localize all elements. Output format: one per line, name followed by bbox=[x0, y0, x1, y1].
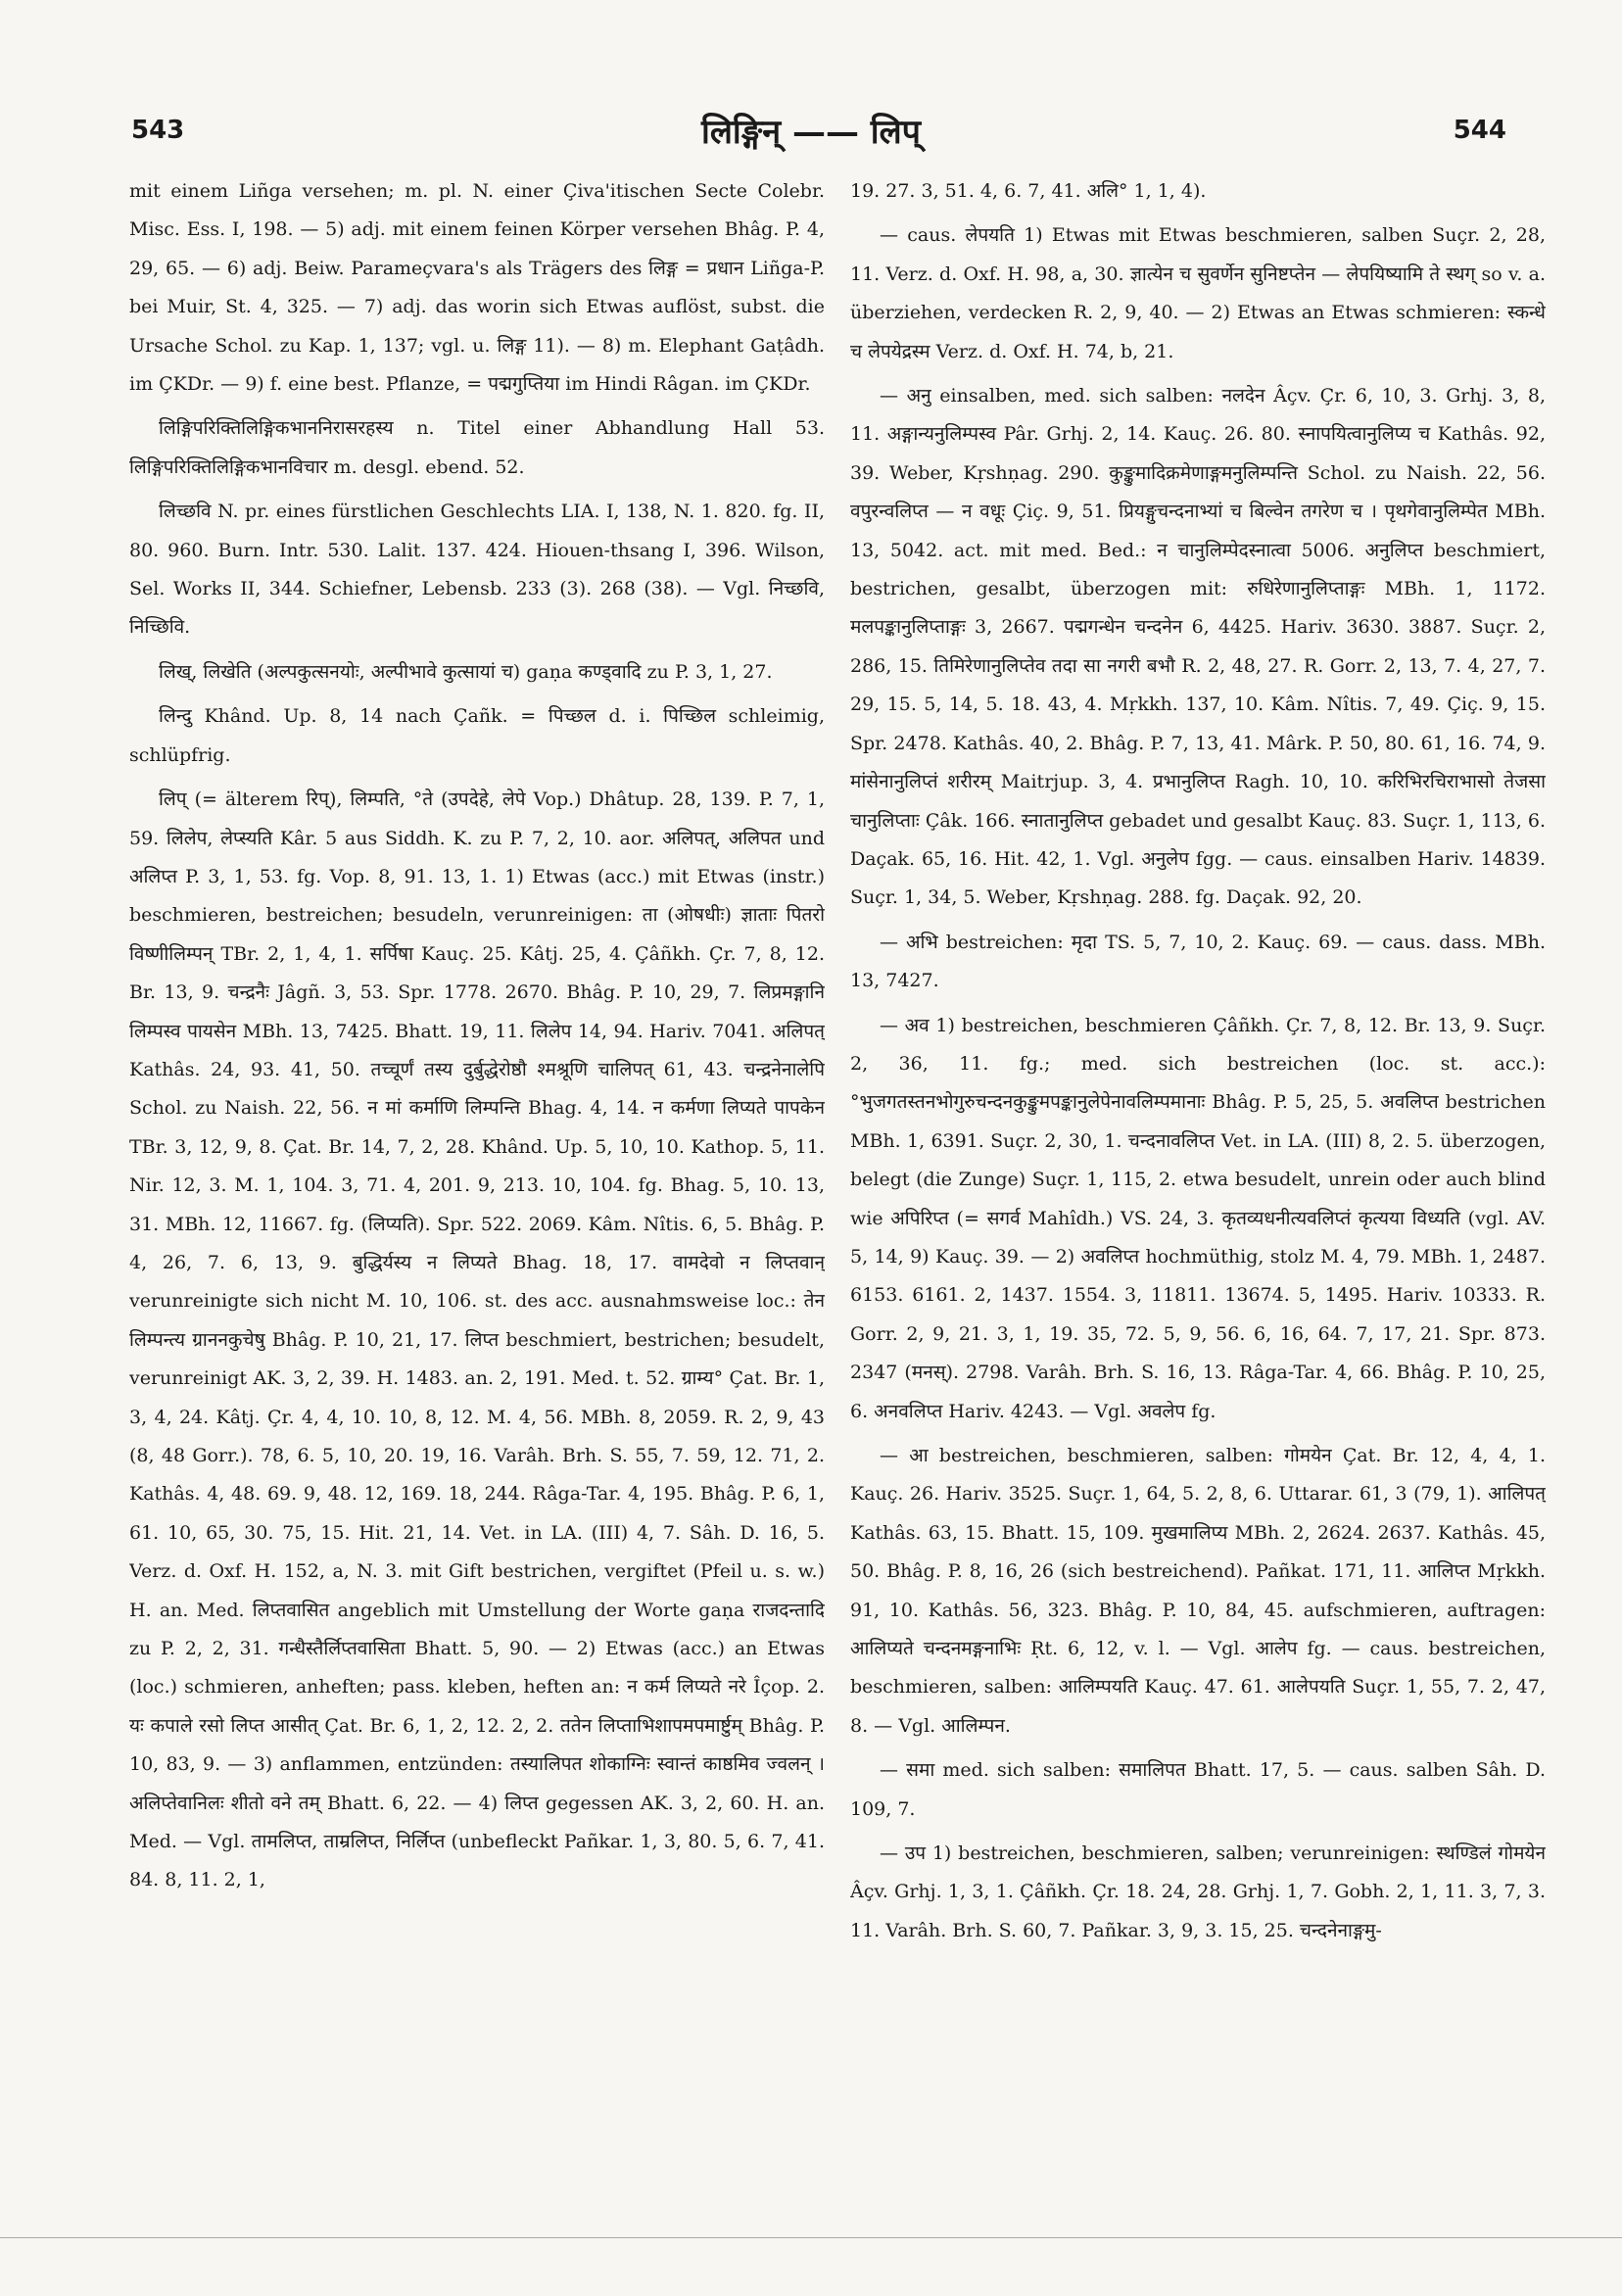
entry-a: — आ bestreichen, beschmieren, salben: गोमयेन Çat. Br. 12, 4, 4, 1. Kauç. 26. Hariv. 3525. Suçr. 1, 64, 5. 2, 8, 6. Uttarar. 61, 3 (79, 1). आलिपत् Kathâs. 63, 15. Bhatt. 15, 109. मुखमालिप्य MBh. 2, 2624. 2637. Kathâs. 45, 50. Bhâg. P. 8, 16, 26 (sich bestreichend). Pañkat. 171, 11. आलिप्त Mṛkkh. 91, 10. Kathâs. 56, 323. Bhâg. P. 10, 84, 45. aufschmieren, auftragen: आलिप्यते चन्दनमङ्गनाभिः Ṛt. 6, 12, v. l. — Vgl. आलेप fg. — caus. bestreichen, beschmieren, salben: आलिम्पयति Kauç. 47. 61. आलेपयति Suçr. 1, 55, 7. 2, 47, 8. — Vgl. आलिम्पन. bbox=[850, 1445, 1546, 1737]
entry-upa: — उप 1) bestreichen, beschmieren, salben; verunreinigen: स्थण्डिलं गोमयेन Âçv. Grhj. 1, 3, 1. Çâñkh. Çr. 18. 24, 28. Grhj. 1, 7. Gobh. 2, 1, 11. 3, 7, 3. 11. Varâh. Brh. S. 60, 7. Pañkar. 3, 9, 3. 15, 25. चन्दनेनाङ्गमु- bbox=[850, 1842, 1546, 1941]
page-number-right: 544 bbox=[1453, 116, 1506, 145]
page-number-left: 543 bbox=[131, 116, 185, 145]
entry-lindu: लिन्दु Khând. Up. 8, 14 nach Çañk. = पिच्छल d. i. पिच्छिल schleimig, schlüpfrig. bbox=[129, 705, 825, 766]
entry-caus: — caus. लेपयति 1) Etwas mit Etwas beschmieren, salben Suçr. 2, 28, 11. Verz. d. Oxf. H. 98, a, 30. ज्ञात्येन च सुवर्णेन सुनिष्टप्तेन — लेपयिष्यामि ते स्थग् so v. a. überziehen, verdecken R. 2, 9, 40. — 2) Etwas an Etwas schmieren: स्कन्धे च लेपयेद्रस्म Verz. d. Oxf. H. 74, b, 21. bbox=[850, 224, 1546, 362]
left-column bbox=[129, 172, 825, 2102]
footer-rule bbox=[0, 2237, 1622, 2238]
entry-abhi: — अभि bestreichen: मृदा TS. 5, 7, 10, 2. Kauç. 69. — caus. dass. MBh. 13, 7427. bbox=[850, 931, 1546, 992]
entry-continuation: 19. 27. 3, 51. 4, 6. 7, 41. अलि° 1, 1, 4). bbox=[850, 180, 1207, 202]
entry-ava: — अव 1) bestreichen, beschmieren Çâñkh. Çr. 7, 8, 12. Br. 13, 9. Suçr. 2, 36, 11. fg.; med. sich bestreichen (loc. st. acc.): °भुजगतस्तनभोगुरुचन्दनकुङ्कुमपङ्कानुलेपेनावलिम्पमानाः Bhâg. P. 5, 25, 5. अवलिप्त bestrichen MBh. 1, 6391. Suçr. 2, 30, 1. चन्दनावलिप्त Vet. in LA. (III) 8, 2. 5. überzogen, belegt (die Zunge) Suçr. 1, 115, 2. etwa besudelt, unrein oder auch blind wie अपिरिप्त (= सगर्व Mahîdh.) VS. 24, 3. कृतव्यधनीत्यवलिप्तं कृत्यया विध्यति (vgl. AV. 5, 14, 9) Kauç. 39. — 2) अवलिप्त hochmüthig, stolz M. 4, 79. MBh. 1, 2487. 6153. 6161. 2, 1437. 1554. 3, 11811. 13674. 5, 1495. Hariv. 10333. R. Gorr. 2, 9, 21. 3, 1, 19. 35, 72. 5, 9, 56. 6, 16, 64. 7, 17, 21. Spr. 873. 2347 (मनस्). 2798. Varâh. Brh. S. 16, 13. Râga-Tar. 4, 66. Bhâg. P. 10, 25, 6. अनवलिप्त Hariv. 4243. — Vgl. अवलेप fg. bbox=[850, 1014, 1546, 1422]
entry-licchavi: लिच्छवि N. pr. eines fürstlichen Geschlechts LIA. I, 138, N. 1. 820. fg. II, 80. 960. Burn. Intr. 530. Lalit. 137. 424. Hiouen-thsang I, 396. Wilson, Sel. Works II, 344. Schiefner, Lebensb. 233 (3). 268 (38). — Vgl. निच्छवि, निच्छिवि. bbox=[129, 501, 825, 639]
entry-lip: लिप् (= älterem रिप्), लिम्पति, °ते (उपदेहे, लेपे Vop.) Dhâtup. 28, 139. P. 7, 1, 59. लिलेप, लेप्स्यति Kâr. 5 aus Siddh. K. zu P. 7, 2, 10. aor. अलिपत्, अलिपत und अलिप्त P. 3, 1, 53. fg. Vop. 8, 91. 13, 1. 1) Etwas (acc.) mit Etwas (instr.) beschmieren, bestreichen; besudeln, verunreinigen: ता (ओषधीः) ज्ञाताः पितरो विष्णीलिम्पन् TBr. 2, 1, 4, 1. सर्पिषा Kauç. 25. Kâtj. 25, 4. Çâñkh. Çr. 7, 8, 12. Br. 13, 9. चन्द्रनैः Jâgñ. 3, 53. Spr. 1778. 2670. Bhâg. P. 10, 29, 7. लिप्रमङ्गानि लिम्पस्व पायसेन MBh. 13, 7425. Bhatt. 19, 11. लिलेप 14, 94. Hariv. 7041. अलिपत् Kathâs. 24, 93. 41, 50. तच्चूर्णं तस्य दुर्बुद्धेरोष्ठौ श्मश्रूणि चालिपत् 61, 43. चन्द्रनेनालेपि Schol. zu Naish. 22, 56. न मां कर्माणि लिम्पन्ति Bhag. 4, 14. न कर्मणा लिप्यते पापकेन TBr. 3, 12, 9, 8. Çat. Br. 14, 7, 2, 28. Khând. Up. 5, 10, 10. Kathop. 5, 11. Nir. 12, 3. M. 1, 104. 3, 71. 4, 201. 9, 213. 10, 104. fg. Bhag. 5, 10. 13, 31. MBh. 12, 11667. fg. (लिप्यति). Spr. 522. 2069. Kâm. Nîtis. 6, 5. Bhâg. P. 4, 26, 7. 6, 13, 9. बुद्धिर्यस्य न लिप्यते Bhag. 18, 17. वामदेवो न लिप्तवान् verunreinigte sich nicht M. 10, 106. st. des acc. ausnahmsweise loc.: तेन लिम्पन्त्य ग्राननकुचेषु Bhâg. P. 10, 21, 17. लिप्त beschmiert, bestrichen; besudelt, verunreinigt AK. 3, 2, 39. H. 1483. an. 2, 191. Med. t. 52. ग्राम्य° Çat. Br. 1, 3, 4, 24. Kâtj. Çr. 4, 4, 10. 10, 8, 12. M. 4, 56. MBh. 8, 2059. R. 2, 9, 43 (8, 48 Gorr.). 78, 6. 5, 10, 20. 19, 16. Varâh. Brh. S. 55, 7. 59, 12. 71, 2. Kathâs. 4, 48. 69. 9, 48. 12, 169. 18, 244. Râga-Tar. 4, 195. Bhâg. P. 6, 1, 61. 10, 65, 30. 75, 15. Hit. 21, 14. Vet. in LA. (III) 4, 7. Sâh. D. 16, 5. Verz. d. Oxf. H. 152, a, N. 3. mit Gift bestrichen, vergiftet (Pfeil u. s. w.) H. an. Med. लिप्तवासित angeblich mit Umstellung der Worte gaṇa राजदन्तादि zu P. 2, 2, 31. गन्धैस्तैर्लिप्तवासिता Bhatt. 5, 90. — 2) Etwas (acc.) an Etwas (loc.) schmieren, anheften; pass. kleben, heften an: न कर्म लिप्यते नरे Îçop. 2. यः कपाले रसो लिप्त आसीत् Çat. Br. 6, 1, 2, 12. 2, 2. ततेन लिप्ताभिशापमपमार्ष्टुम् Bhâg. P. 10, 83, 9. — 3) anflammen, entzünden: तस्यालिपत शोकाग्निः स्वान्तं काष्ठमिव ज्वलन् । अलिप्तेवानिलः शीतो वने तम् Bhatt. 6, 22. — 4) लिप्त gegessen AK. 3, 2, 60. H. an. Med. — Vgl. तामलिप्त, ताम्रलिप्त, निर्लिप्त (unbefleckt Pañkar. 1, 3, 80. 5, 6. 7, 41. 84. 8, 11. 2, 1, bbox=[129, 789, 825, 1891]
right-column bbox=[850, 172, 1546, 2102]
running-head: लिङ्गिन् —— लिप् bbox=[701, 113, 921, 152]
entry-likh: लिख्, लिखेति (अल्पकुत्सनयोः, अल्पीभावे कुत्सायां च) gaṇa कण्ड्वादि zu P. 3, 1, 27. bbox=[159, 660, 773, 683]
entry-sama: — समा med. sich salben: समालिपत Bhatt. 17, 5. — caus. salben Sâh. D. 109, 7. bbox=[850, 1759, 1546, 1820]
entry-lingiparikti: लिङ्गिपरिक्तिलिङ्गिकभाननिरासरहस्य n. Titel einer Abhandlung Hall 53. लिङ्गिपरिक्तिलिङ्गिकभानविचार m. desgl. ebend. 52. bbox=[129, 417, 825, 478]
entry-anu: — अनु einsalben, med. sich salben: नलदेन Âçv. Çr. 6, 10, 3. Grhj. 3, 8, 11. अङ्गान्यनुलिम्पस्व Pâr. Grhj. 2, 14. Kauç. 26. 80. स्नापयित्वानुलिप्य च Kathâs. 92, 39. Weber, Kṛshṇag. 290. कुङ्कुमादिक्रमेणाङ्गमनुलिम्पन्ति Schol. zu Naish. 22, 56. वपुरन्वलिप्त — न वधूः Çiç. 9, 51. प्रियङ्गुचन्दनाभ्यां च बिल्वेन तगरेण च । पृथगेवानुलिम्पेत MBh. 13, 5042. act. mit med. Bed.: न चानुलिम्पेदस्नात्वा 5006. अनुलिप्त beschmiert, bestrichen, gesalbt, überzogen mit: रुधिरेणानुलिप्ताङ्गः MBh. 1, 1172. मलपङ्कानुलिप्ताङ्गः 3, 2667. पद्मगन्धेन चन्दनेन 6, 4425. Hariv. 3630. 3887. Suçr. 2, 286, 15. तिमिरेणानुलिप्तेव तदा सा नगरी बभौ R. 2, 48, 27. R. Gorr. 2, 13, 7. 4, 27, 7. 29, 15. 5, 14, 5. 18. 43, 4. Mṛkkh. 137, 10. Kâm. Nîtis. 7, 49. Çiç. 9, 15. Spr. 2478. Kathâs. 40, 2. Bhâg. P. 7, 13, 41. Mârk. P. 50, 80. 61, 16. 74, 9. मांसेनानुलिप्तं शरीरम् Maitrjup. 3, 4. प्रभानुलिप्त Ragh. 10, 10. करिभिरचिराभासो तेजसा चानुलिप्ताः Çâk. 166. स्नातानुलिप्त gebadet und gesalbt Kauç. 83. Suçr. 1, 113, 6. Daçak. 65, 16. Hit. 42, 1. Vgl. अनुलेप fgg. — caus. einsalben Hariv. 14839. Suçr. 1, 34, 5. Weber, Kṛshṇag. 288. fg. Daçak. 92, 20. bbox=[850, 385, 1546, 909]
entry-continuation: mit einem Liñga versehen; m. pl. N. einer Çiva'itischen Secte Colebr. Misc. Ess. I, 198. — 5) adj. mit einem feinen Körper versehen Bhâg. P. 4, 29, 65. — 6) adj. Beiw. Parameçvara's als Trägers des लिङ्ग = प्रधान Liñga-P. bei Muir, St. 4, 325. — 7) adj. das worin sich Etwas auflöst, subst. die Ursache Schol. zu Kap. 1, 137; vgl. u. लिङ्ग 11). — 8) m. Elephant Gaṭâdh. im ÇKDr. — 9) f. eine best. Pflanze, = पद्मगुप्तिया im Hindi Râgan. im ÇKDr. bbox=[129, 180, 825, 396]
